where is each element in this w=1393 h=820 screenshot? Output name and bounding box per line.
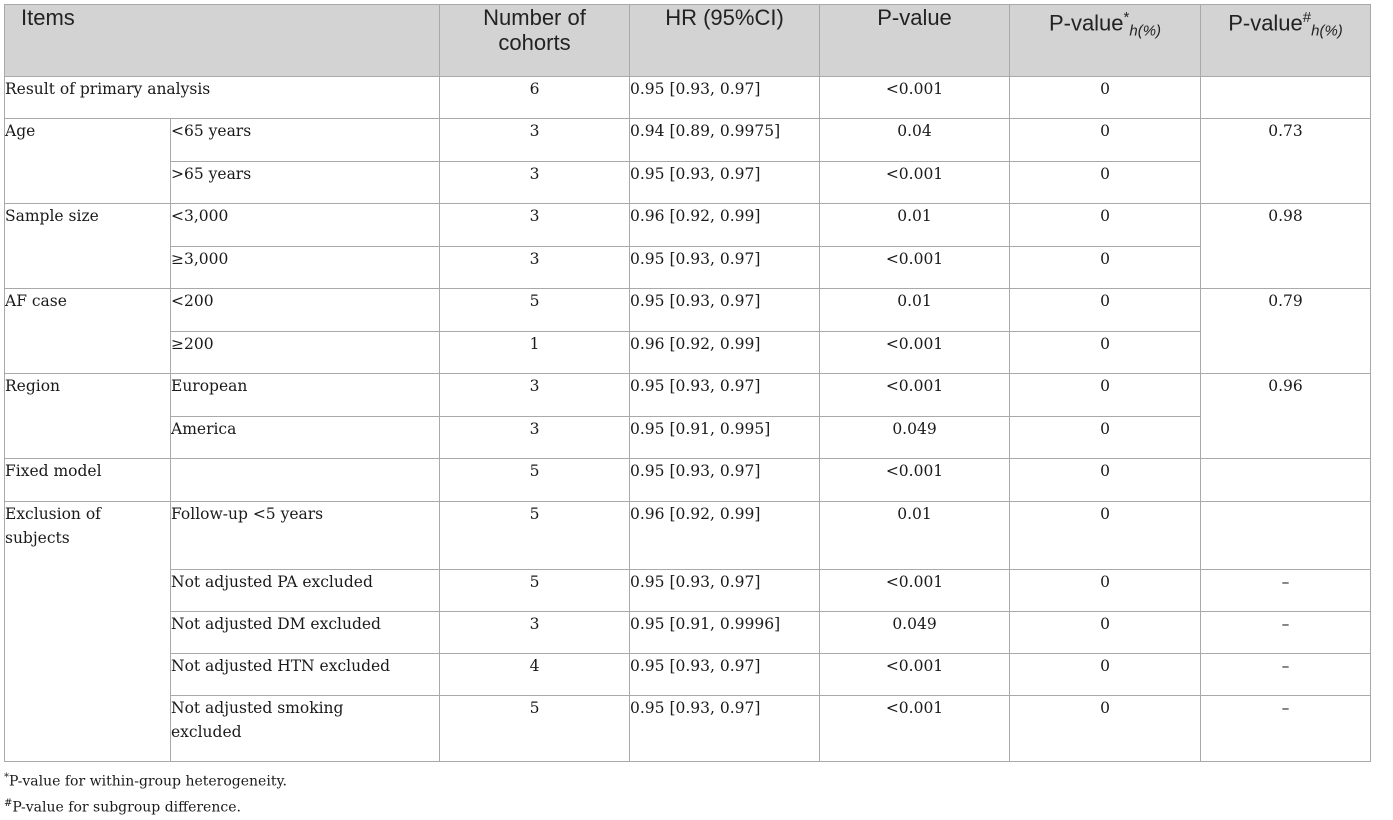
table-row [5, 374, 1371, 417]
cell-cohorts: 5 [440, 570, 630, 612]
cell-cohorts: 3 [440, 612, 630, 654]
cell-hr: 0.95 [0.91, 0.9996] [630, 612, 820, 654]
header-p-value-h-star-base: P-value [1048, 10, 1124, 36]
header-p-value-h-star-sup: * [1123, 9, 1130, 26]
group-label: AF case [5, 289, 171, 374]
group-label: Fixed model [5, 459, 171, 502]
subgroup-label: America [171, 417, 440, 459]
table-row [5, 654, 1371, 696]
cell-p-value: <0.001 [820, 570, 1010, 612]
table-row [5, 332, 1371, 374]
subgroup-label: Not adjusted HTN excluded [171, 654, 440, 696]
header-hr: HR (95%CI) [630, 5, 820, 77]
subgroup-label: European [171, 374, 440, 417]
footnote-hash [4, 794, 287, 820]
cell-cohorts: 3 [440, 374, 630, 417]
subgroup-label: Not adjusted PA excluded [171, 570, 440, 612]
subgroup-label [171, 459, 440, 502]
cell-hr: 0.95 [0.93, 0.97] [630, 654, 820, 696]
cell-hr: 0.96 [0.92, 0.99] [630, 332, 820, 374]
cell-p-value: 0.01 [820, 204, 1010, 247]
results-table [4, 4, 1371, 762]
cell-cohorts: 5 [440, 289, 630, 332]
footnote-star-text: P-value for within-group heterogeneity. [9, 773, 287, 790]
group-label: Exclusion of subjects [5, 502, 171, 762]
table-row [5, 162, 1371, 204]
table-row [5, 459, 1371, 502]
subgroup-label: >65 years [171, 162, 440, 204]
cell-p-value: 0.01 [820, 502, 1010, 570]
group-label: Age [5, 119, 171, 204]
cell-cohorts: 3 [440, 204, 630, 247]
cell-hr: 0.95 [0.93, 0.97] [630, 247, 820, 289]
footnotes [4, 768, 287, 820]
header-row [5, 5, 1371, 77]
cell-h-hash: 0.96 [1201, 374, 1371, 459]
cell-h-star: 0 [1010, 204, 1201, 247]
cell-hr: 0.94 [0.89, 0.9975] [630, 119, 820, 162]
cell-cohorts: 3 [440, 247, 630, 289]
cell-p-value: <0.001 [820, 696, 1010, 762]
footnote-star-mark: * [4, 772, 9, 783]
cell-p-value: <0.001 [820, 162, 1010, 204]
cell-cohorts: 6 [440, 77, 630, 119]
cell-cohorts: 5 [440, 696, 630, 762]
cell-hr: 0.95 [0.91, 0.995] [630, 417, 820, 459]
cell-hr: 0.96 [0.92, 0.99] [630, 204, 820, 247]
cell-hr: 0.95 [0.93, 0.97] [630, 77, 820, 119]
cell-hr: 0.95 [0.93, 0.97] [630, 570, 820, 612]
subgroup-label: <200 [171, 289, 440, 332]
cell-h-star: 0 [1010, 459, 1201, 502]
cell-h-star: 0 [1010, 696, 1201, 762]
cell-p-value: 0.04 [820, 119, 1010, 162]
cell-h-star: 0 [1010, 332, 1201, 374]
cell-cohorts: 3 [440, 119, 630, 162]
group-label: Sample size [5, 204, 171, 289]
header-p-value-h-star-sub: h(%) [1129, 22, 1162, 40]
cell-h-hash: 0.79 [1201, 289, 1371, 374]
footnote-star [4, 768, 287, 794]
cell-p-value: <0.001 [820, 459, 1010, 502]
cell-cohorts: 5 [440, 459, 630, 502]
footnote-hash-mark: # [4, 798, 13, 809]
cell-p-value: <0.001 [820, 77, 1010, 119]
subgroup-label: ≥200 [171, 332, 440, 374]
table-row [5, 502, 1371, 570]
cell-h-star: 0 [1010, 119, 1201, 162]
cell-h-hash: – [1201, 612, 1371, 654]
table-row [5, 289, 1371, 332]
cell-p-value: 0.01 [820, 289, 1010, 332]
footnote-hash-text: P-value for subgroup difference. [12, 799, 241, 816]
cell-h-star: 0 [1010, 289, 1201, 332]
cell-p-value: 0.049 [820, 612, 1010, 654]
cell-h-star: 0 [1010, 247, 1201, 289]
cell-p-value: <0.001 [820, 247, 1010, 289]
cell-p-value: <0.001 [820, 332, 1010, 374]
cell-h-star: 0 [1010, 502, 1201, 570]
cell-p-value: <0.001 [820, 374, 1010, 417]
cell-h-hash: 0.73 [1201, 119, 1371, 204]
cell-h-hash [1201, 459, 1371, 502]
cell-hr: 0.95 [0.93, 0.97] [630, 289, 820, 332]
cell-cohorts: 3 [440, 162, 630, 204]
table-row [5, 570, 1371, 612]
cell-h-star: 0 [1010, 374, 1201, 417]
subgroup-label: Not adjusted DM excluded [171, 612, 440, 654]
group-label: Region [5, 374, 171, 459]
cell-hr: 0.96 [0.92, 0.99] [630, 502, 820, 570]
cell-h-hash: – [1201, 570, 1371, 612]
cell-p-value: 0.049 [820, 417, 1010, 459]
subgroup-label: Not adjusted smoking excluded [171, 696, 440, 762]
header-p-value-h-star [1010, 5, 1201, 77]
cell-cohorts: 5 [440, 502, 630, 570]
header-p-value: P-value [820, 5, 1010, 77]
cell-p-value: <0.001 [820, 654, 1010, 696]
cell-h-star: 0 [1010, 570, 1201, 612]
cell-cohorts: 1 [440, 332, 630, 374]
table-row [5, 247, 1371, 289]
subgroup-label: Follow-up <5 years [171, 502, 440, 570]
subgroup-label: <65 years [171, 119, 440, 162]
cell-h-hash: – [1201, 654, 1371, 696]
table-row [5, 77, 1371, 119]
cell-cohorts: 3 [440, 417, 630, 459]
row-label: Result of primary analysis [5, 77, 440, 119]
cell-h-hash: – [1201, 696, 1371, 762]
cell-h-star: 0 [1010, 612, 1201, 654]
header-p-value-h-hash-sup: # [1302, 9, 1312, 26]
table-row [5, 119, 1371, 162]
table-row [5, 696, 1371, 762]
cell-h-star: 0 [1010, 417, 1201, 459]
header-items: Items [5, 5, 440, 77]
header-p-value-h-hash-base: P-value [1228, 10, 1303, 36]
table-row [5, 204, 1371, 247]
subgroup-label: <3,000 [171, 204, 440, 247]
cell-h-star: 0 [1010, 654, 1201, 696]
cell-hr: 0.95 [0.93, 0.97] [630, 374, 820, 417]
subgroup-label: ≥3,000 [171, 247, 440, 289]
cell-h-star: 0 [1010, 77, 1201, 119]
cell-cohorts: 4 [440, 654, 630, 696]
cell-hr: 0.95 [0.93, 0.97] [630, 696, 820, 762]
cell-h-hash: 0.98 [1201, 204, 1371, 289]
cell-h-hash [1201, 502, 1371, 570]
cell-h-star: 0 [1010, 162, 1201, 204]
header-p-value-h-hash [1201, 5, 1371, 77]
cell-h-hash [1201, 77, 1371, 119]
header-p-value-h-hash-sub: h(%) [1311, 22, 1343, 40]
table-row [5, 612, 1371, 654]
cell-hr: 0.95 [0.93, 0.97] [630, 459, 820, 502]
header-number-of-cohorts: Number of cohorts [440, 5, 630, 77]
table-row [5, 417, 1371, 459]
cell-hr: 0.95 [0.93, 0.97] [630, 162, 820, 204]
